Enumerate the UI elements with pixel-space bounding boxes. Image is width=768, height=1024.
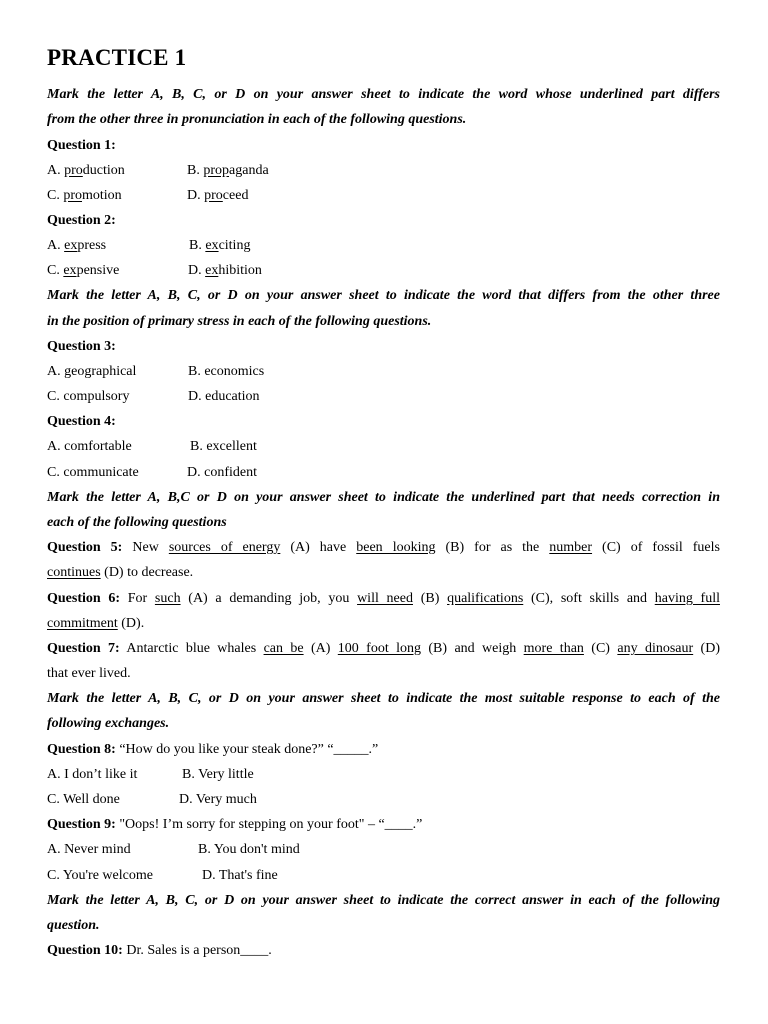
question-2-options-row1 bbox=[47, 237, 720, 255]
question-4-label: Question 4: bbox=[47, 414, 116, 429]
page-title: PRACTICE 1 bbox=[47, 45, 187, 70]
option-a: A. I don’t like it bbox=[47, 767, 138, 782]
question-6-label: Question 6: bbox=[47, 591, 121, 606]
option-d: D. exhibition bbox=[188, 263, 262, 278]
question-2-options-row2 bbox=[47, 262, 720, 280]
option-a: A. express bbox=[47, 238, 107, 253]
question-9-options-row1 bbox=[47, 841, 720, 859]
option-c: C. Well done bbox=[47, 792, 120, 807]
option-b: B. Very little bbox=[182, 767, 254, 782]
option-b: B. You don't mind bbox=[198, 842, 300, 857]
question-2-label: Question 2: bbox=[47, 213, 116, 228]
section3-instruction-line1: Mark the letter A, B,C or D on your answer sheet to indicate the underlined part that needs correction in bbox=[47, 490, 720, 505]
question-10-stem: Question 10: Dr. Sales is a person____. bbox=[47, 943, 272, 958]
question-8-options-row2 bbox=[47, 791, 720, 809]
option-d: D. confident bbox=[187, 465, 257, 480]
question-6-line1: Question 6: For such (A) a demanding job, you will need (B) qualifications (C), soft skills and having full bbox=[47, 591, 720, 606]
question-3-label: Question 3: bbox=[47, 339, 116, 354]
question-8-options-row1 bbox=[47, 766, 720, 784]
option-d: D. education bbox=[188, 389, 260, 404]
question-9-stem: Question 9: "Oops! I’m sorry for stepping on your foot" – “____.” bbox=[47, 817, 423, 832]
option-b: B. exciting bbox=[189, 238, 251, 253]
question-1-options-row1 bbox=[47, 162, 720, 180]
question-1-options-row2 bbox=[47, 187, 720, 205]
option-a: A. geographical bbox=[47, 364, 137, 379]
question-9-label: Question 9: bbox=[47, 817, 116, 832]
option-b: B. excellent bbox=[190, 439, 257, 454]
option-c: C. You're welcome bbox=[47, 868, 153, 883]
question-8-label: Question 8: bbox=[47, 742, 116, 757]
question-1-label: Question 1: bbox=[47, 138, 116, 153]
question-5-line2: continues (D) to decrease. bbox=[47, 565, 194, 580]
option-a: A. production bbox=[47, 163, 125, 178]
option-c: C. communicate bbox=[47, 465, 139, 480]
question-7-line2: that ever lived. bbox=[47, 666, 131, 681]
option-a: A. comfortable bbox=[47, 439, 132, 454]
section1-instruction-line2: from the other three in pronunciation in each of the following questions. bbox=[47, 112, 467, 127]
section4-instruction-line2: following exchanges. bbox=[47, 716, 170, 731]
option-c: C. promotion bbox=[47, 188, 122, 203]
question-6-line2: commitment (D). bbox=[47, 616, 145, 631]
question-10-label: Question 10: bbox=[47, 943, 123, 958]
option-c: C. compulsory bbox=[47, 389, 130, 404]
section2-instruction-line1: Mark the letter A, B, C, or D on your answer sheet to indicate the word that differs from the other three bbox=[47, 288, 720, 303]
question-7-line1: Question 7: Antarctic blue whales can be (A) 100 foot long (B) and weigh more than (C) any dinosaur (D) bbox=[47, 641, 720, 656]
option-d: D. Very much bbox=[179, 792, 257, 807]
section3-instruction-line2: each of the following questions bbox=[47, 515, 227, 530]
option-c: C. expensive bbox=[47, 263, 120, 278]
question-3-options-row1 bbox=[47, 363, 720, 381]
section5-instruction-line2: question. bbox=[47, 918, 100, 933]
question-3-options-row2 bbox=[47, 388, 720, 406]
option-d: D. That's fine bbox=[202, 868, 278, 883]
section4-instruction-line1: Mark the letter A, B, C, or D on your answer sheet to indicate the most suitable response to each of the bbox=[47, 691, 720, 706]
option-b: B. economics bbox=[188, 364, 265, 379]
question-5-line1: Question 5: New sources of energy (A) have been looking (B) for as the number (C) of fossil fuels bbox=[47, 540, 720, 555]
option-d: D. proceed bbox=[187, 188, 249, 203]
question-9-options-row2 bbox=[47, 867, 720, 885]
question-7-label: Question 7: bbox=[47, 641, 120, 656]
question-4-options-row2 bbox=[47, 464, 720, 482]
section2-instruction-line2: in the position of primary stress in each of the following questions. bbox=[47, 314, 432, 329]
section1-instruction-line1: Mark the letter A, B, C, or D on your answer sheet to indicate the word whose underlined part differs bbox=[47, 87, 720, 102]
question-5-label: Question 5: bbox=[47, 540, 123, 555]
section5-instruction-line1: Mark the letter A, B, C, or D on your answer sheet to indicate the correct answer in each of the following bbox=[47, 893, 720, 908]
option-a: A. Never mind bbox=[47, 842, 131, 857]
question-4-options-row1 bbox=[47, 438, 720, 456]
question-8-stem: Question 8: “How do you like your steak done?” “_____.” bbox=[47, 742, 379, 757]
option-b: B. propaganda bbox=[187, 163, 269, 178]
